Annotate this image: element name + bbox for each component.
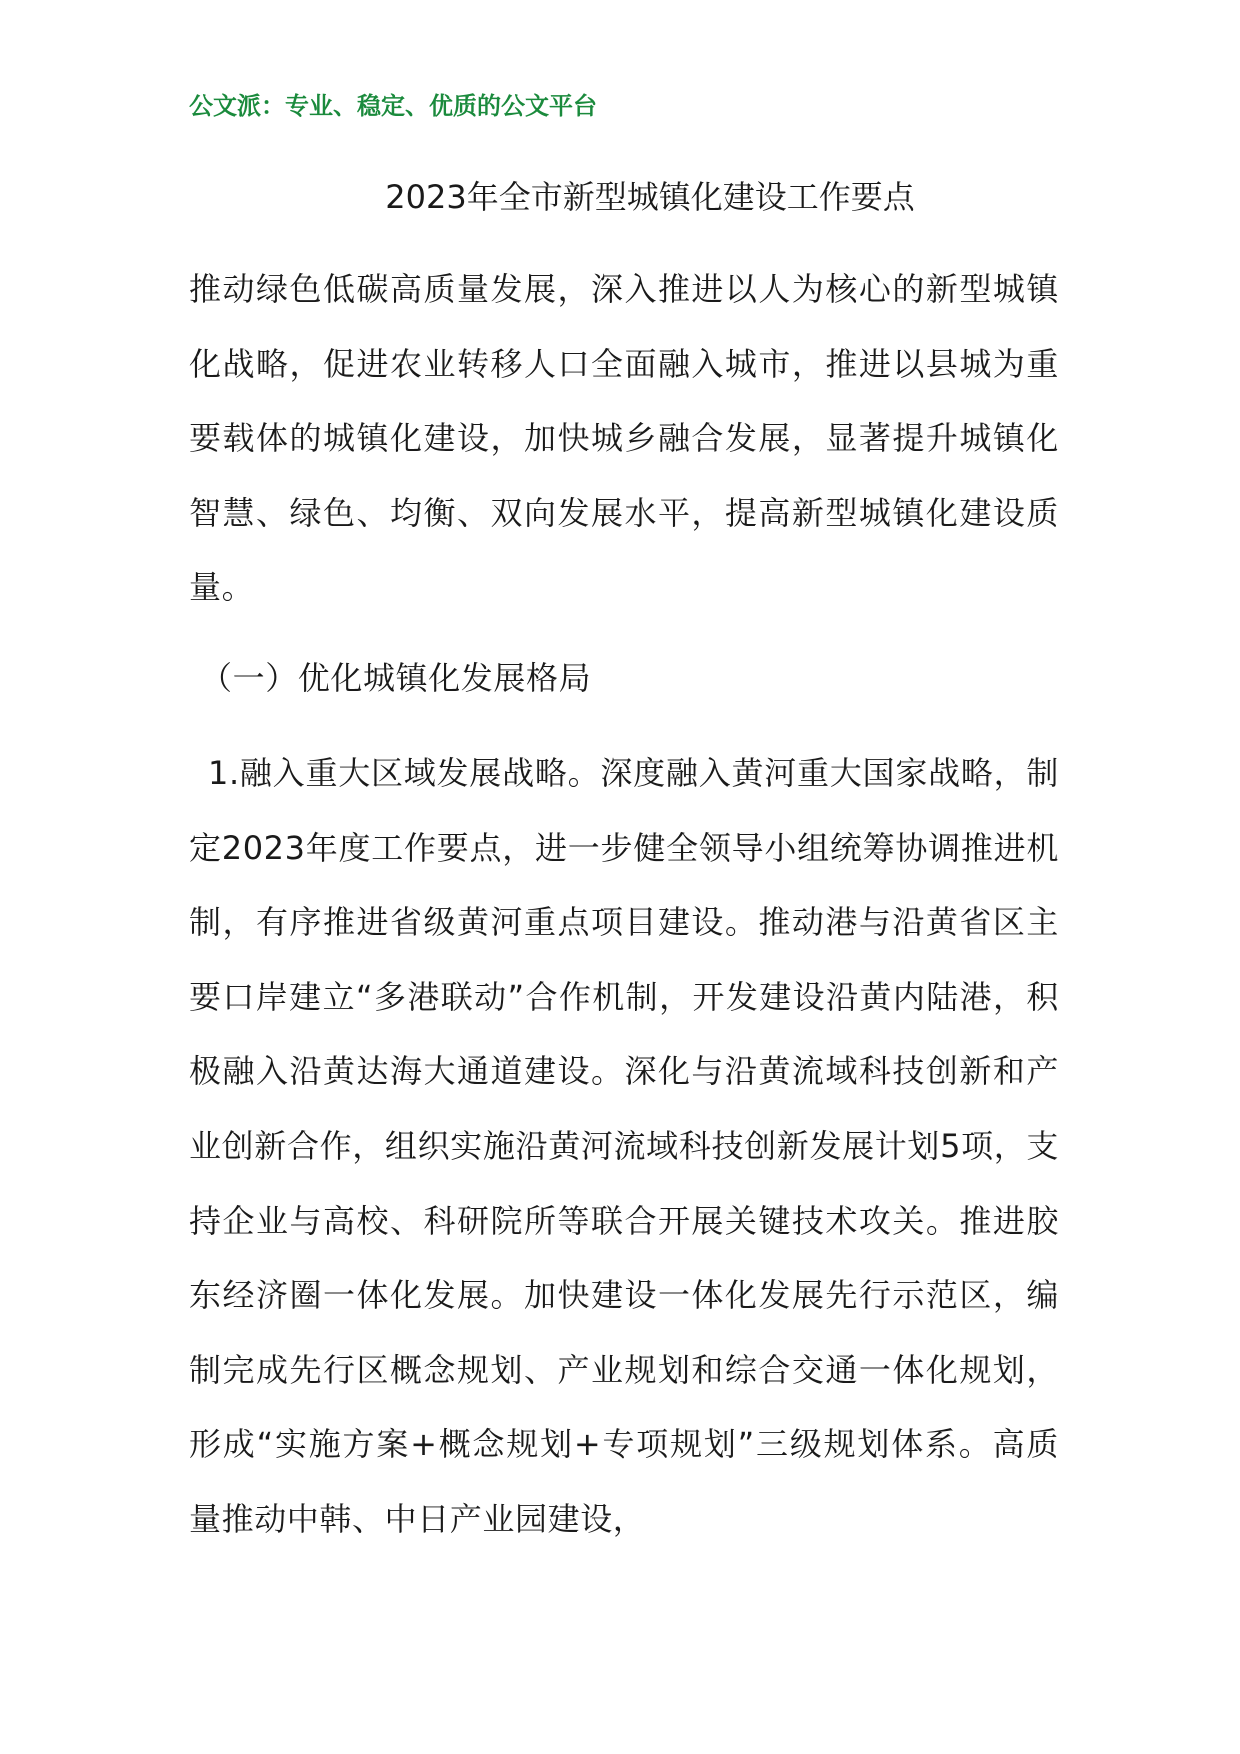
header-watermark: 公文派：专业、稳定、优质的公文平台 (189, 92, 597, 120)
intro-paragraph: 推动绿色低碳高质量发展，深入推进以人为核心的新型城镇化战略，促进农业转移人口全面融入城市，推进以县城为重要载体的城镇化建设，加快城乡融合发展，显著提升城镇化智慧、绿色、均衡、双向发展水平，提高新型城镇化建设质量。 (189, 270, 1059, 607)
item-1-paragraph: 1.融入重大区域发展战略。深度融入黄河重大国家战略，制定2023年度工作要点，进一步健全领导小组统筹协调推进机制，有序推进省级黄河重点项目建设。推动港与沿黄省区主要口岸建立“多港联动”合作机制，开发建设沿黄内陆港，积极融入沿黄达海大通道建设。深化与沿黄流域科技创新和产业创新合作，组织实施沿黄河流域科技创新发展计划5项，支持企业与高校、科研院所等联合开展关键技术攻关。推进胶东经济圈一体化发展。加快建设一体化发展先行示范区，编制完成先行区概念规划、产业规划和综合交通一体化规划，形成“实施方案+概念规划+专项规划”三级规划体系。高质量推动中韩、中日产业园建设， (189, 754, 1059, 1538)
section-heading: （一）优化城镇化发展格局 (200, 659, 592, 697)
document-title: 2023年全市新型城镇化建设工作要点 (385, 178, 915, 216)
